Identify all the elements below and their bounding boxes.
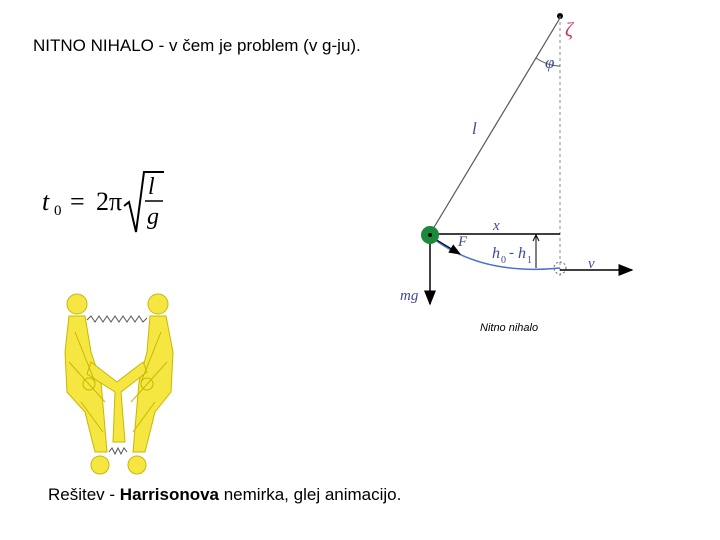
top-right-ball (148, 294, 168, 314)
solution-bold: Harrisonova (119, 485, 219, 504)
h1-subscript: 1 (527, 255, 532, 266)
zeta-label: ζ (565, 19, 574, 41)
diagram-caption: Nitno nihalo (480, 322, 539, 334)
solution-suffix: nemirka, glej animacijo. (219, 485, 402, 504)
solution-text (48, 485, 401, 505)
h0-label: h (492, 245, 500, 262)
formula-denominator: g (147, 204, 159, 230)
gravity-label: mg (400, 288, 419, 304)
phi-label: φ (545, 53, 555, 72)
pendulum-string (430, 18, 560, 234)
solution-prefix: Rešitev - (48, 485, 120, 504)
harrison-grasshopper-illustration (55, 292, 190, 477)
page-title: NITNO NIHALO - v čem je problem (v g-ju). (33, 36, 361, 55)
h1-label: h (518, 245, 526, 262)
velocity-label: v (588, 256, 595, 272)
bottom-right-ball (128, 456, 146, 474)
formula-t: t (42, 187, 50, 216)
formula-equals: = (70, 187, 85, 216)
bottom-spring (109, 448, 127, 454)
length-label: l (472, 119, 477, 138)
top-left-ball (67, 294, 87, 314)
formula-numerator: l (148, 174, 155, 200)
formula-t-sub: 0 (54, 203, 62, 219)
top-spring (87, 316, 147, 322)
force-label: F (458, 234, 468, 250)
pendulum-diagram (360, 6, 660, 336)
period-formula (40, 168, 175, 240)
h0-subscript: 0 (501, 255, 506, 266)
bob-center (428, 233, 432, 237)
formula-coefficient: 2π (96, 187, 123, 216)
x-label: x (493, 218, 500, 234)
bottom-left-ball (91, 456, 109, 474)
h-minus: - (509, 245, 514, 261)
